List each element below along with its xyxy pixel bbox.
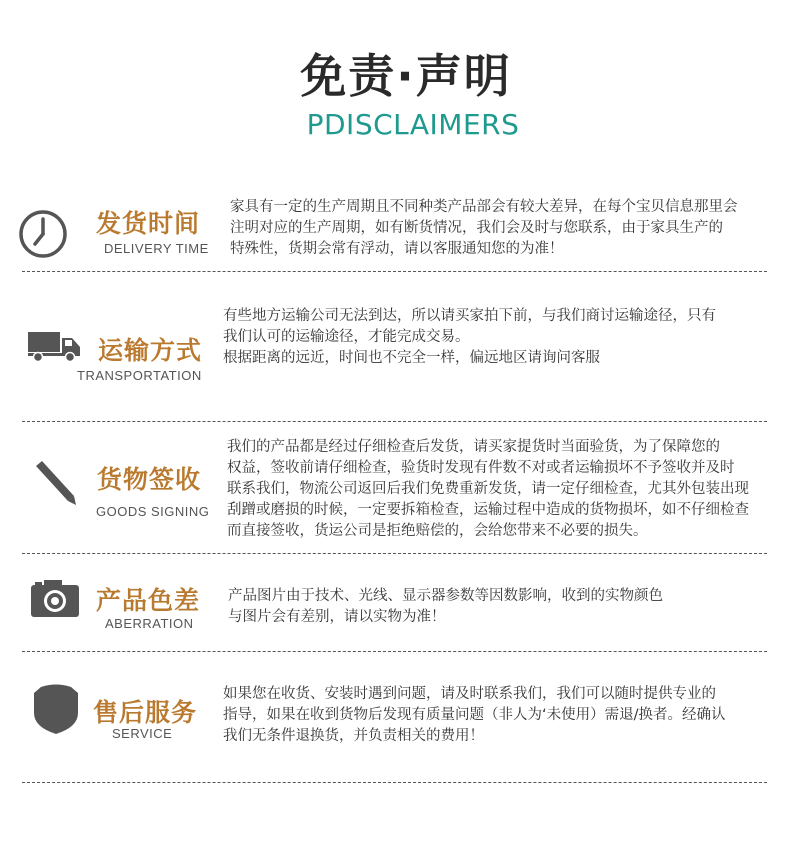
section-subtitle: DELIVERY TIME bbox=[104, 241, 209, 256]
section-body bbox=[230, 197, 780, 260]
body-line: 联系我们，物流公司返回后我们免费重新发货，请一定仔细检查，尤其外包装出现 bbox=[227, 481, 749, 497]
body-line: 我们的产品都是经过仔细检查后发货，请买家提货时当面验货，为了保障您的 bbox=[227, 439, 720, 455]
divider bbox=[22, 651, 767, 652]
section-subtitle: GOODS SIGNING bbox=[96, 504, 210, 519]
truck-icon bbox=[27, 330, 81, 362]
section-body bbox=[228, 586, 748, 628]
section-title: 发货时间 bbox=[96, 209, 201, 238]
section-title: 货物签收 bbox=[97, 465, 202, 494]
body-line: 而直接签收，货运公司是拒绝赔偿的，会给您带来不必要的损失。 bbox=[227, 523, 648, 539]
section-title: 运输方式 bbox=[98, 336, 203, 365]
divider bbox=[22, 782, 767, 783]
body-line: 我们无条件退换货，并负责相关的费用！ bbox=[223, 728, 484, 744]
body-line: 注明对应的生产周期，如有断货情况，我们会及时与您联系，由于家具生产的 bbox=[230, 220, 723, 236]
section-body bbox=[227, 437, 787, 542]
section-body bbox=[223, 684, 783, 747]
divider bbox=[22, 553, 767, 554]
section-title: 售后服务 bbox=[93, 698, 198, 727]
pen-icon bbox=[30, 458, 78, 506]
shield-icon bbox=[33, 683, 79, 735]
body-line: 如果您在收货、安装时遇到问题，请及时联系我们，我们可以随时提供专业的 bbox=[223, 686, 716, 702]
body-line: 刮蹭或磨损的时候，一定要拆箱检查，运输过程中造成的货物损坏，如不仔细检查 bbox=[227, 502, 749, 518]
body-line: 权益，签收前请仔细检查，验货时发现有件数不对或者运输损坏不予签收并及时 bbox=[227, 460, 735, 476]
divider bbox=[22, 421, 767, 422]
camera-icon bbox=[30, 578, 80, 618]
section-subtitle: ABERRATION bbox=[105, 616, 194, 631]
page-subtitle: PDISCLAIMERS bbox=[306, 108, 520, 141]
body-line: 我们认可的运输途径，才能完成交易。 bbox=[223, 329, 470, 345]
body-line: 与图片会有差别，请以实物为准！ bbox=[228, 609, 446, 625]
body-line: 指导，如果在收到货物后发现有质量问题（非人为‘未使用）需退/换者。经确认 bbox=[223, 707, 726, 723]
body-line: 产品图片由于技术、光线、显示器参数等因数影响，收到的实物颜色 bbox=[228, 588, 663, 604]
section-subtitle: SERVICE bbox=[112, 726, 173, 741]
page-title: 免责·声明 bbox=[300, 49, 512, 103]
body-line: 家具有一定的生产周期且不同种类产品部会有较大差异，在每个宝贝信息那里会 bbox=[230, 199, 738, 215]
body-line: 根据距离的远近，时间也不完全一样，偏远地区请询问客服 bbox=[223, 350, 600, 366]
section-body bbox=[223, 306, 783, 369]
section-title: 产品色差 bbox=[96, 586, 201, 615]
divider bbox=[22, 271, 767, 272]
body-line: 特殊性，货期会常有浮动，请以客服通知您的为准！ bbox=[230, 241, 564, 257]
body-line: 有些地方运输公司无法到达，所以请买家拍下前，与我们商讨运输途径，只有 bbox=[223, 308, 716, 324]
clock-icon bbox=[17, 208, 69, 260]
section-subtitle: TRANSPORTATION bbox=[77, 368, 202, 383]
